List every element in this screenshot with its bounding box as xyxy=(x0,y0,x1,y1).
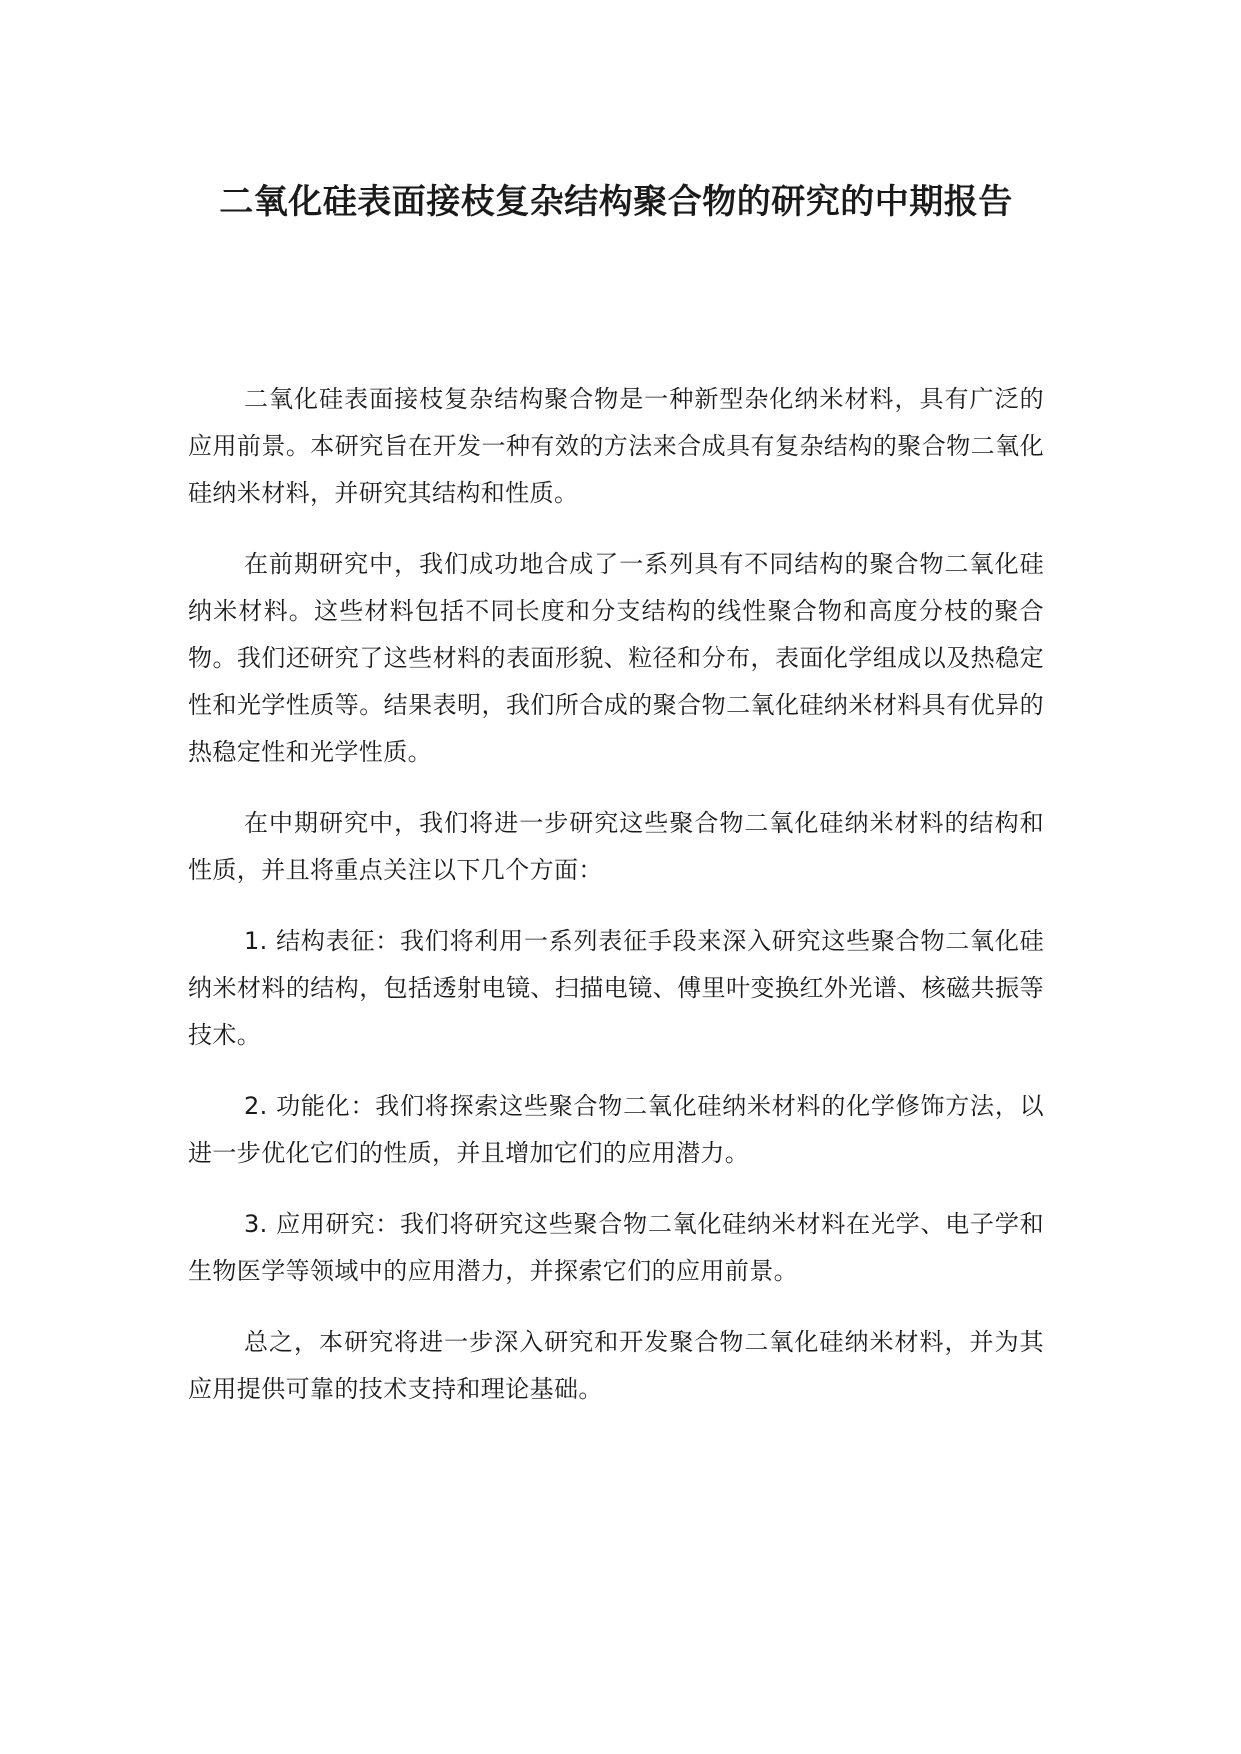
list-item-functionalization: 2. 功能化：我们将探索这些聚合物二氧化硅纳米材料的化学修饰方法，以进一步优化它们的性质，并且增加它们的应用潜力。 xyxy=(188,1092,1044,1167)
paragraph-conclusion: 总之，本研究将进一步深入研究和开发聚合物二氧化硅纳米材料，并为其应用提供可靠的技术支持和理论基础。 xyxy=(188,1328,1044,1403)
paragraph-prior-research: 在前期研究中，我们成功地合成了一系列具有不同结构的聚合物二氧化硅纳米材料。这些材料包括不同长度和分支结构的线性聚合物和高度分枝的聚合物。我们还研究了这些材料的表面形貌、粒径和分布，表面化学组成以及热稳定性和光学性质等。结果表明，我们所合成的聚合物二氧化硅纳米材料具有优异的热稳定性和光学性质。 xyxy=(188,550,1044,766)
list-item-application-research: 3. 应用研究：我们将研究这些聚合物二氧化硅纳米材料在光学、电子学和生物医学等领域中的应用潜力，并探索它们的应用前景。 xyxy=(188,1210,1044,1285)
document-title: 二氧化硅表面接枝复杂结构聚合物的研究的中期报告 xyxy=(219,182,1013,222)
paragraph-midterm-plan: 在中期研究中，我们将进一步研究这些聚合物二氧化硅纳米材料的结构和性质，并且将重点关注以下几个方面： xyxy=(188,809,1044,884)
paragraph-abstract: 二氧化硅表面接枝复杂结构聚合物是一种新型杂化纳米材料，具有广泛的应用前景。本研究旨在开发一种有效的方法来合成具有复杂结构的聚合物二氧化硅纳米材料，并研究其结构和性质。 xyxy=(188,385,1044,507)
document-body xyxy=(188,376,1044,1437)
list-item-structure-characterization: 1. 结构表征：我们将利用一系列表征手段来深入研究这些聚合物二氧化硅纳米材料的结构，包括透射电镜、扫描电镜、傅里叶变换红外光谱、核磁共振等技术。 xyxy=(188,927,1044,1049)
